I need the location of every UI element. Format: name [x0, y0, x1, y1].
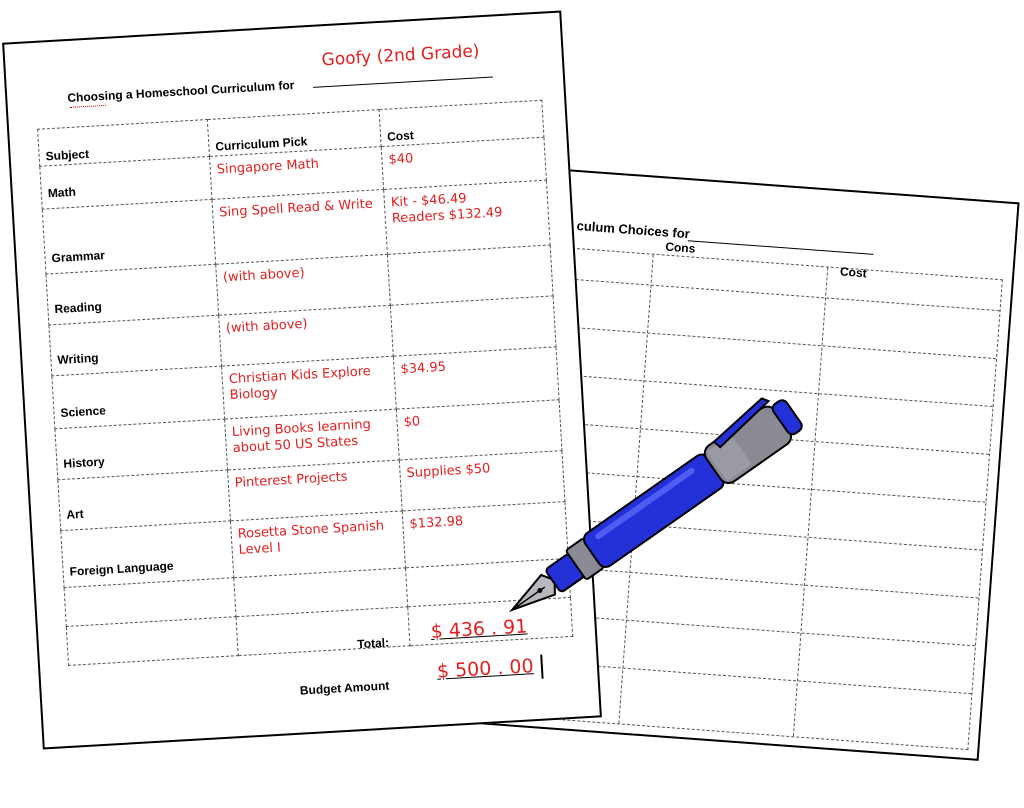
cost-cell[interactable] — [387, 245, 553, 305]
empty-cell[interactable] — [66, 617, 238, 666]
total-value[interactable]: $ 436 . 91 — [430, 615, 528, 643]
grid-row-line — [571, 279, 1000, 311]
subject-cell: Grammar — [42, 199, 215, 274]
pick-cell[interactable]: Christian Kids Explore Biology — [222, 356, 397, 419]
subject-header: Subject — [38, 120, 210, 167]
subject-cell: Math — [40, 156, 212, 209]
cost-cell[interactable]: $40 — [381, 137, 546, 189]
subject-cell: Art — [58, 470, 231, 531]
spellcheck-underline — [70, 105, 106, 108]
student-name-line — [313, 77, 493, 88]
budget-value[interactable]: $ 500 . 00 — [436, 655, 535, 683]
cons-header: Cons — [664, 239, 696, 256]
pick-cell[interactable]: Sing Spell Read & Write — [212, 189, 387, 264]
pick-cell[interactable]: Pinterest Projects — [228, 460, 403, 521]
pick-cell[interactable]: Singapore Math — [209, 147, 383, 200]
curriculum-table — [37, 100, 573, 666]
pick-cell[interactable]: (with above) — [216, 254, 391, 315]
fountain-pen-icon — [500, 380, 860, 640]
pick-cell[interactable]: Living Books learning about 50 US States — [225, 409, 400, 470]
subject-cell: History — [55, 419, 228, 480]
subject-cell: Science — [52, 366, 225, 429]
back-name-line — [688, 240, 874, 255]
subject-cell: Reading — [46, 264, 219, 325]
back-sheet-title: culum Choices for — [576, 218, 691, 242]
grid-row-line — [543, 662, 972, 694]
cost-cell[interactable]: $34.95 — [393, 347, 559, 409]
cost-header: Cost — [839, 264, 868, 281]
sheet-title: Choosing a Homeschool Curriculum for — [66, 77, 295, 106]
cost-header: Cost — [379, 100, 544, 146]
pick-cell[interactable]: Rosetta Stone Spanish Level I — [230, 511, 405, 578]
cost-cell[interactable]: Supplies $50 — [399, 451, 565, 511]
text-cursor — [540, 655, 543, 679]
grid-row-line — [567, 327, 996, 359]
cost-cell[interactable] — [390, 296, 556, 356]
cost-cell[interactable]: $0 — [396, 400, 562, 460]
pick-header: Curriculum Pick — [207, 110, 381, 157]
subject-cell: Foreign Language — [61, 521, 234, 588]
cost-cell[interactable]: $132.98 — [402, 502, 568, 568]
subject-cell: Writing — [49, 315, 222, 376]
budget-label: Budget Amount — [299, 678, 390, 698]
pick-cell[interactable]: (with above) — [219, 305, 394, 366]
student-name[interactable]: Goofy (2nd Grade) — [321, 41, 480, 71]
total-label: Total: — [356, 635, 390, 652]
cost-cell[interactable]: Kit - $46.49 Readers $132.49 — [384, 180, 550, 254]
